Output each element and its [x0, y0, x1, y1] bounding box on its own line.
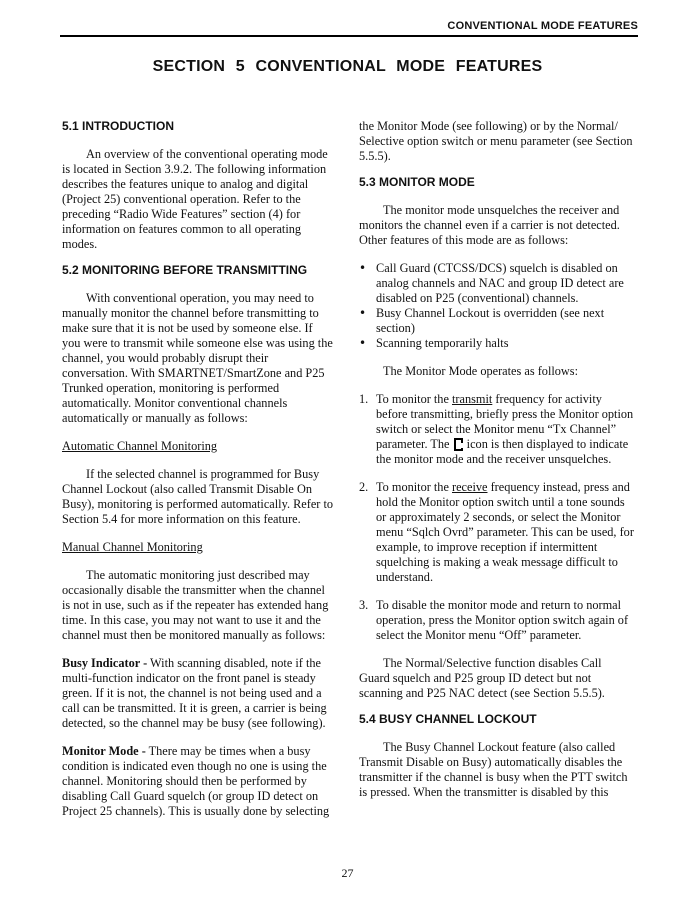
step-text: frequency for activity before transmitting, briefly press the Monitor option switch or select the Monitor menu “Tx Channel” parameter. The — [376, 392, 634, 451]
automatic-monitoring-subheading: Automatic Channel Monitoring — [62, 439, 218, 453]
normal-selective-paragraph: The Normal/Selective function disables Call Guard squelch and P25 group ID detect but not scanning and P25 NAC detect (see Section 5.5.5). — [359, 656, 605, 700]
bullet-icon: • — [359, 336, 367, 350]
left-column — [62, 119, 334, 819]
heading-monitoring-before-transmitting: 5.2 MONITORING BEFORE TRANSMITTING — [62, 263, 308, 277]
busy-indicator-paragraph — [62, 656, 334, 731]
monitor-mode-text: There may be times when a busy condition is indicated even though no one is using the channel. Monitoring should then be performed by disabling Call Guard squelch (or group ID detect on Project 25 channels). This is usually done by selecting — [62, 744, 330, 818]
page-number: 27 — [341, 866, 354, 880]
step-number: 2. — [359, 480, 369, 494]
automatic-monitoring-paragraph: If the selected channel is programmed for Busy Channel Lockout (also called Transmit Disable On Busy), monitoring is performed automatically. Refer to Section 5.4 for more information on this feature. — [62, 467, 334, 526]
monitor-mode-paragraph — [62, 744, 334, 819]
bullet-icon: • — [359, 306, 367, 320]
step-number: 3. — [359, 598, 369, 612]
step-text: To monitor the — [376, 392, 452, 406]
busy-indicator-lead: Busy Indicator - — [62, 656, 148, 670]
right-column — [359, 119, 635, 800]
intro-paragraph: An overview of the conventional operating mode is located in Section 3.9.2. The following information describes the features unique to analog and digital (Project 25) conventional operation. Refer to the preceding “Radio Wide Features” section (4) for information on features common to all operating modes. — [62, 147, 328, 251]
list-item-text: Busy Channel Lockout is overridden (see next section) — [376, 306, 605, 335]
bullet-icon: • — [359, 261, 367, 275]
step-text: To monitor the — [376, 480, 452, 494]
list-item — [359, 336, 635, 351]
operates-paragraph: The Monitor Mode operates as follows: — [383, 364, 579, 378]
monitor-mode-feature-list — [359, 261, 635, 351]
step-1 — [359, 392, 635, 467]
step-underlined-word: transmit — [452, 392, 493, 406]
busy-channel-lockout-paragraph: The Busy Channel Lockout feature (also called Transmit Disable on Busy) automatically disables the transmitter if the channel is busy when the PTT switch is pressed. When the transmitter is disabled by this — [359, 740, 628, 799]
monitor-icon — [454, 438, 463, 451]
section-title: SECTION 5 CONVENTIONAL MODE FEATURES — [152, 58, 543, 75]
list-item-text: Call Guard (CTCSS/DCS) squelch is disabled on analog channels and NAC and group ID detect are disabled on P25 (conventional) channels. — [376, 261, 624, 305]
heading-busy-channel-lockout: 5.4 BUSY CHANNEL LOCKOUT — [359, 712, 537, 726]
heading-introduction: 5.1 INTRODUCTION — [62, 119, 175, 133]
step-text: frequency instead, press and hold the Monitor option switch until a tone sounds or approximately 2 seconds, or select the Monitor menu “Sqlch Ovrd” parameter. This can be used, for example, to improve reception if intermittent squelching is making a weak message difficult to understand. — [376, 480, 634, 584]
monitor-mode-lead: Monitor Mode - — [62, 744, 146, 758]
heading-monitor-mode: 5.3 MONITOR MODE — [359, 175, 475, 189]
list-item — [359, 261, 635, 306]
step-number: 1. — [359, 392, 369, 406]
busy-indicator-text: With scanning disabled, note if the multi-function indicator on the front panel is steady green. If it is not, the channel is not being used and a call can be transmitted. It it is green, a carrier is being detected, so the channel may be busy (see following). — [62, 656, 327, 730]
step-text: To disable the monitor mode and return to normal operation, press the Monitor option switch again of select the Monitor menu “Off” parameter. — [376, 598, 629, 642]
running-header: CONVENTIONAL MODE FEATURES — [60, 17, 638, 37]
list-item — [359, 306, 635, 336]
continued-paragraph: the Monitor Mode (see following) or by the Normal/ Selective option switch or menu parameter (see Section 5.5.5). — [359, 119, 633, 163]
monitoring-paragraph: With conventional operation, you may need to manually monitor the channel before transmitting to make sure that it is not be used by someone else. If you were to transmit while someone else was using the channel, you would probably disrupt their conversation. With SMARTNET/SmartZone and P25 Trunked operation, monitoring is performed automatically. Monitor conventional channels automatically or manually as follows: — [62, 291, 333, 425]
manual-monitoring-subheading: Manual Channel Monitoring — [62, 540, 203, 554]
monitor-mode-intro-paragraph: The monitor mode unsquelches the receiver and monitors the channel even if a carrier is not detected. Other features of this mode are as follows: — [359, 203, 620, 247]
step-text: icon is then displayed to indicate the monitor mode and the receiver unsquelches. — [376, 437, 629, 466]
step-underlined-word: receive — [452, 480, 488, 494]
list-item-text: Scanning temporarily halts — [376, 336, 509, 350]
step-3 — [359, 598, 635, 643]
step-2 — [359, 480, 635, 585]
manual-monitoring-paragraph: The automatic monitoring just described may occasionally disable the transmitter when the channel is not in use, such as if the repeater has extended hang time. In this case, you may not want to use it and the channel must then be monitored manually as follows: — [62, 568, 329, 642]
